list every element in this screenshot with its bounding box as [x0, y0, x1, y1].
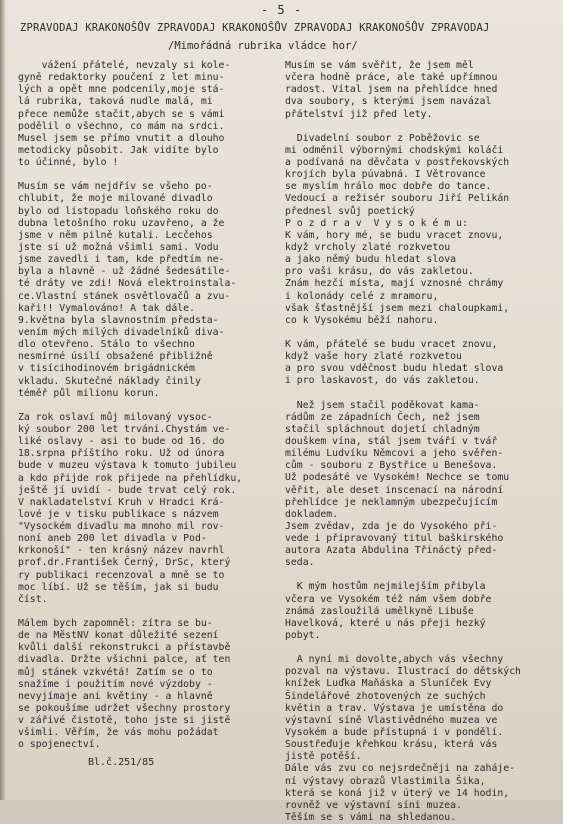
text-line: dokladem.: [285, 508, 339, 520]
text-line: gyně redaktorky poučení z let minu-: [18, 72, 225, 84]
text-line: pobyt.: [285, 630, 321, 642]
paragraph-gap: [285, 121, 560, 133]
text-line: Málem bych zapomněl: zítra se bu-: [18, 618, 213, 630]
text-line: lých a opět mne podcenily,moje stá-: [18, 84, 225, 96]
text-line: přece nemůže stačit,abych se s vámi: [18, 108, 225, 120]
text-line: v zářivé čistotě, toho jste si jistě: [18, 715, 231, 727]
text-line: metodicky působit. Jak vidíte bylo: [18, 144, 219, 156]
text-line: vkladu. Skutečné náklady činily: [18, 375, 201, 387]
text-line: Musím se vám svěřit, že jsem měl: [285, 60, 474, 71]
text-line: i kolonády celé z mramoru,: [285, 290, 439, 302]
text-line: jistě potěší.: [285, 751, 362, 763]
text-line: která se koná již v úterý ve 14 hodin,: [285, 787, 510, 799]
text-line: nesmírné úsilí obsažené přibližně: [18, 351, 213, 363]
text-line: Vysokém a bude přístupná i v pondělí.: [285, 727, 504, 739]
text-line: se pokoušíme udržet všechny prostory: [18, 703, 231, 715]
text-line: nevyjímaje ani květiny - a hlavně: [18, 690, 213, 702]
right-column: [285, 60, 560, 824]
text-line: noní aneb 200 let divadla v Pod-: [18, 533, 207, 545]
text-line: autora Azata Abdulina Třináctý před-: [285, 545, 498, 557]
text-line: ce.Vlastní stánek osvětlovačů a zvu-: [18, 290, 231, 302]
text-line: jste si už možná všimli sami. Vodu: [18, 241, 219, 253]
text-line: 18.srpna příštího roku. Už od února: [18, 448, 225, 460]
text-line: co k Vysokému běží nahoru.: [285, 314, 439, 326]
text-line: výstavní síně Vlastivědného muzea ve: [285, 714, 498, 726]
text-line: stačil spláchnout dojetí chladným: [285, 423, 480, 435]
text-line: K mým hostům nejmilejším přibyla: [285, 581, 486, 593]
text-line: však šťastnější jsem mezi chaloupkami,: [285, 302, 510, 314]
paragraph-gap: [18, 169, 280, 181]
text-line: Jsem zvědav, zda je do Vysokého při-: [285, 520, 498, 532]
text-line: vážení přátelé, nevzaly si kole-: [18, 60, 231, 71]
text-line: V nakladatelství Kruh v Hradci Krá-: [18, 496, 225, 508]
text-line: v tisícihodinovém brigádnickém: [18, 363, 195, 375]
text-line: douškem vína, stál jsem tváří v tvář: [285, 435, 498, 447]
text-line: můj stánek vzkvétá! Zatím se o to: [18, 666, 213, 678]
text-line: pozval na výstavu. Ilustrací do dětských: [285, 666, 521, 678]
text-line: téměř půl milionu korun.: [18, 387, 160, 399]
text-line: včera hodně práce, ale také upřímnou: [285, 72, 498, 84]
text-line: když vrcholy zlaté rozkvetou: [285, 241, 451, 253]
text-line: divadla. Držte všichni palce, ať ten: [18, 654, 231, 666]
page-number: - 5 -: [260, 3, 303, 17]
text-line: 9.května byla slavnostním předsta-: [18, 314, 219, 326]
text-line: dlo otevřeno. Stálo to všechno: [18, 339, 195, 351]
paragraph-gap: [285, 642, 560, 654]
text-line: se myslím hrálo moc dobře do tance.: [285, 181, 492, 193]
paragraph-gap: [18, 606, 280, 618]
text-line: Musím se vám nejdřív se všeho po-: [18, 181, 213, 193]
rubric-subtitle: /Mimořádná rubrika vládce hor/: [168, 40, 358, 52]
text-line: ry publikaci recenzoval a mně se to: [18, 569, 225, 581]
text-line: A nyní mi dovolte,abych vás všechny: [285, 654, 504, 666]
text-line: květin a trav. Výstava je umístěna do: [285, 702, 504, 714]
text-line: "Vysockém divadlu ma mnoho mil rov-: [18, 521, 225, 533]
text-line: rovněž ve výstavní síni muzea.: [285, 799, 462, 811]
text-line: pro vaši krásu, do vás zakletou.: [285, 266, 474, 278]
text-line: de na MěstNV konat důležité sezení: [18, 630, 219, 642]
text-line: jsme v něm pilně kutali. Lecčehos: [18, 229, 213, 241]
newsletter-header: ZPRAVODAJ KRAKONOŠŮV ZPRAVODAJ KRAKONOŠŮV ZPRAVODAJ KRAKONOŠŮV ZPRAVODAJ: [20, 22, 490, 34]
text-line: Dále vás zvu co nejsrdečněji na zaháje-: [285, 763, 516, 775]
text-line: přednesl svůj poetický: [285, 205, 415, 217]
text-line: včera ve Vysokém též nám všem dobře: [285, 593, 492, 605]
text-line: kaři!! Vymalováno! A tak dále.: [18, 302, 195, 314]
text-line: Znám hezčí místa, mají vznosné chrámy: [285, 278, 504, 290]
text-line: bude v muzeu výstava k tomuto jubileu: [18, 460, 237, 472]
text-line: dubna letošního roku uzavřeno, a že: [18, 217, 225, 229]
paragraph-gap: [285, 388, 560, 400]
text-line: té dráty ve zdi! Nová elektroinstala-: [18, 278, 237, 290]
text-line: moc líbí. Už se těším, jak si budu: [18, 581, 219, 593]
text-line: Musel jsem se přímo vnutit a dlouho: [18, 132, 225, 144]
text-line: Za rok oslaví můj milovaný vysoc-: [18, 411, 213, 423]
paragraph-gap: [285, 569, 560, 581]
text-line: i pro laskavost, do vás zakletou.: [285, 375, 480, 387]
text-line: liké oslavy - asi to bude od 16. do: [18, 436, 225, 448]
text-line: a jako němý budu hledat slova: [285, 254, 457, 266]
text-line: knížek Luďka Maňáska a Sluníček Evy: [285, 678, 492, 690]
text-line: krkonoší" - ten krásný název navrhl: [18, 545, 225, 557]
text-line: přehlídce je neklamným ubezpečujícím: [285, 496, 498, 508]
text-line: bylo od listopadu loňského roku do: [18, 205, 219, 217]
text-line: mi odměnil výbornými chodskými koláči: [285, 144, 504, 156]
text-line: a podívaná na děvčata v postřekovských: [285, 156, 510, 168]
text-line: to účinné, bylo !: [18, 157, 119, 169]
text-line: číst.: [18, 593, 48, 605]
paragraph-gap: [285, 327, 560, 339]
text-line: vením mých milých divadelníků diva-: [18, 326, 225, 338]
text-line: K vám, hory mé, se budu vracet znovu,: [285, 229, 504, 241]
document-reference: Bl.č.251/85: [88, 757, 155, 768]
text-line: ní výstavy obrazů Vlastimila Šika,: [285, 775, 486, 787]
text-line: Vedoucí a režisér souboru Jiří Pelikán: [285, 193, 510, 205]
text-line: seda.: [285, 557, 315, 569]
left-column: [18, 60, 280, 752]
text-line: byla a hlavně - už žádné šedesátile-: [18, 266, 231, 278]
text-line: přátelství již před lety.: [285, 108, 433, 120]
text-line: všimli. Věřím, že vás mohu požádat: [18, 727, 219, 739]
text-line: Šindelářové zhotovených ze suchých: [285, 690, 486, 702]
text-line: Havelková, které u nás přeji hezký: [285, 617, 486, 629]
text-line: ký soubor 200 let trvání.Chystám ve-: [18, 423, 231, 435]
text-line: když vaše hory zlaté rozkvetou: [285, 351, 462, 363]
text-line: Než jsem stačil poděkovat kama-: [285, 399, 480, 411]
paragraph-gap: [18, 400, 280, 412]
text-line: Divadelní soubor z Poběžovic se: [285, 132, 480, 144]
text-line: lové je v tisku publikace s názvem: [18, 508, 219, 520]
text-line: a pro svou vděčnost budu hledat slova: [285, 363, 504, 375]
binding-shadow: [0, 0, 6, 800]
text-line: Soustřeďuje křehkou krásu, která vás: [285, 739, 498, 751]
text-line: a kdo přijde rok přijede na přehlídku,: [18, 472, 243, 484]
text-line: Už podesáté ve Vysokém! Nechce se tomu: [285, 472, 510, 484]
text-line: krojích byla púvabná. I Větrovance: [285, 169, 486, 181]
text-line: podělil o všechno, co mám na srdci.: [18, 120, 225, 132]
text-line: lá rubrika, taková nudle malá, mi: [18, 96, 213, 108]
text-line: věřit, ale deset inscenací na národní: [285, 484, 504, 496]
text-line: rádům ze západních Čech, než jsem: [285, 411, 480, 423]
text-line: milému Ludvíku Němcovi a jeho svěřen-: [285, 448, 504, 460]
text-line: chlubit, že moje milované divadlo: [18, 193, 213, 205]
text-line: ještě jí uvidí - bude trvat celý rok.: [18, 484, 237, 496]
text-line: kvůli další rekonstrukci a přístavbě: [18, 642, 231, 654]
text-line: vede i připravovaný titul baškirského: [285, 533, 504, 545]
text-line: Těším se s vámi na shledanou.: [285, 812, 457, 824]
text-line: snažíme i použitím nové výzdoby -: [18, 678, 213, 690]
text-line: cům - souboru z Bystřice u Benešova.: [285, 460, 498, 472]
text-line: P o z d r a v V y s o k é m u:: [285, 217, 468, 229]
text-line: dva soubory, s kterými jsem navázal: [285, 96, 492, 108]
text-line: prof.dr.František Černý, DrSc, který: [18, 557, 231, 569]
text-line: o spojenectví.: [18, 739, 101, 751]
text-line: K vám, přátelé se budu vracet znovu,: [285, 338, 498, 350]
text-line: známá zasloužilá umělkyně Libuše: [285, 605, 474, 617]
text-line: jsme zavedli i tam, kde předtím ne-: [18, 254, 225, 266]
text-line: radost. Vítal jsem na přehlídce hned: [285, 84, 498, 96]
